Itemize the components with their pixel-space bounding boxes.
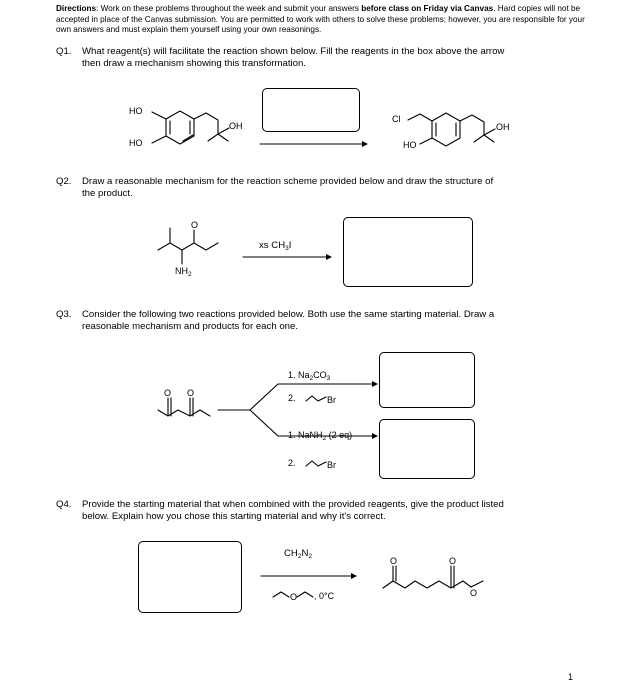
q4-solvent-temp: , 0°C xyxy=(314,591,335,601)
q1-sm-ho-top: HO xyxy=(129,106,143,116)
q4-reagent-sub1: 2 xyxy=(297,553,302,560)
q1-product xyxy=(408,113,495,146)
q3-bottom-arrowhead xyxy=(372,433,378,439)
q4-atom-o3: O xyxy=(470,588,478,598)
q2-atom-nh2 xyxy=(175,266,192,278)
q2-atom-o: O xyxy=(191,220,199,230)
q1-reagent-box[interactable] xyxy=(262,88,360,132)
q4-arrowhead xyxy=(351,573,357,579)
q4-reagent-main: CH xyxy=(284,548,298,559)
q3-top-step-1-a: 1. Na xyxy=(288,370,310,380)
question-4-line-2: below. Explain how you chose this starting material and why it's correct. xyxy=(82,511,386,522)
directions-text-2: . Hard copies will not be accepted in place of the Canvas submission. You are permitted to work with others to solve these problems; however, you are responsible for your own answers and must explain them yourself using your own reasonings. xyxy=(56,4,585,35)
q3-top-step-1-b: CO xyxy=(313,370,327,380)
q3-bottom-product-box[interactable] xyxy=(379,419,475,479)
q3-top-step-1-sub1: 2 xyxy=(309,375,314,382)
q4-reagent xyxy=(284,548,312,560)
q2-product-box[interactable] xyxy=(343,217,473,287)
q3-top-product-box[interactable] xyxy=(379,352,475,408)
q1-sm-oh: OH xyxy=(229,121,243,131)
q2-starting-material xyxy=(158,228,218,264)
q3-top-br: Br xyxy=(327,395,336,405)
q4-starting-material-box[interactable] xyxy=(138,541,242,613)
q2-reagent-end: I xyxy=(288,240,292,251)
q3-atom-o2: O xyxy=(187,388,195,398)
q4-product xyxy=(383,566,483,588)
question-2-line-2: the product. xyxy=(82,188,133,199)
question-1-line-2: then draw a mechanism showing this transformation. xyxy=(82,58,306,69)
q3-atom-o1: O xyxy=(164,388,172,398)
q1-product-oh: OH xyxy=(496,122,510,132)
q4-atom-o1: O xyxy=(390,556,398,566)
q3-top-step-2: 2. xyxy=(288,393,296,403)
q1-starting-material xyxy=(152,111,229,144)
q2-reagent-sub: 3 xyxy=(285,245,289,252)
directions-deadline: before class on Friday via Canvas xyxy=(361,4,494,13)
q3-bottom-step-1 xyxy=(288,430,352,442)
question-3-line-2: reasonable mechanism and products for each one. xyxy=(82,321,298,332)
q4-atom-o2: O xyxy=(449,556,457,566)
question-3-line-1: Consider the following two reactions provided below. Both use the same starting material. Draw a xyxy=(82,309,495,320)
q2-reagent-main: xs CH xyxy=(259,240,286,251)
question-1-number: Q1. xyxy=(56,46,72,57)
q3-bottom-step-1-a: 1. NaNH xyxy=(288,430,323,440)
q1-product-ho: HO xyxy=(403,140,417,150)
q1-sm-ho-bottom: HO xyxy=(129,138,143,148)
q3-top-step-1 xyxy=(288,370,330,382)
q3-bottom-step-2: 2. xyxy=(288,458,296,468)
q3-top-arrowhead xyxy=(372,381,378,387)
q2-nh-sub: 2 xyxy=(188,271,192,278)
question-2-line-1: Draw a reasonable mechanism for the reaction scheme provided below and draw the structure of xyxy=(82,176,494,187)
q3-bottom-step-1-sub: 2 xyxy=(322,435,327,442)
q3-bottom-br: Br xyxy=(327,460,336,470)
q2-arrowhead xyxy=(326,254,332,260)
q1-product-cl: Cl xyxy=(392,114,401,124)
question-4-line-1: Provide the starting material that when combined with the provided reagents, give the product listed xyxy=(82,499,504,510)
q3-bottom-step-1-b: (2 eq) xyxy=(326,430,353,440)
q4-reagent-sub2: 2 xyxy=(308,553,313,560)
directions-label: Directions xyxy=(56,4,97,13)
q3-starting-material xyxy=(158,398,210,416)
q4-ether-right xyxy=(297,592,313,597)
question-2-number: Q2. xyxy=(56,176,72,187)
q3-top-step-1-sub2: 3 xyxy=(326,375,331,382)
directions-text-1: : Work on these problems throughout the week and submit your answers xyxy=(96,4,362,13)
q2-reagent xyxy=(259,240,291,252)
q4-reagent-mid: N xyxy=(301,548,309,559)
question-3-number: Q3. xyxy=(56,309,72,320)
question-4-number: Q4. xyxy=(56,499,72,510)
page-number: 1 xyxy=(568,672,574,682)
q4-solvent-o: O xyxy=(290,592,298,602)
q2-nh: NH xyxy=(175,266,188,276)
q1-arrowhead xyxy=(362,141,368,147)
q4-ether-left xyxy=(273,592,289,597)
question-1-line-1: What reagent(s) will facilitate the reaction shown below. Fill the reagents in the box above the arrow xyxy=(82,46,505,57)
